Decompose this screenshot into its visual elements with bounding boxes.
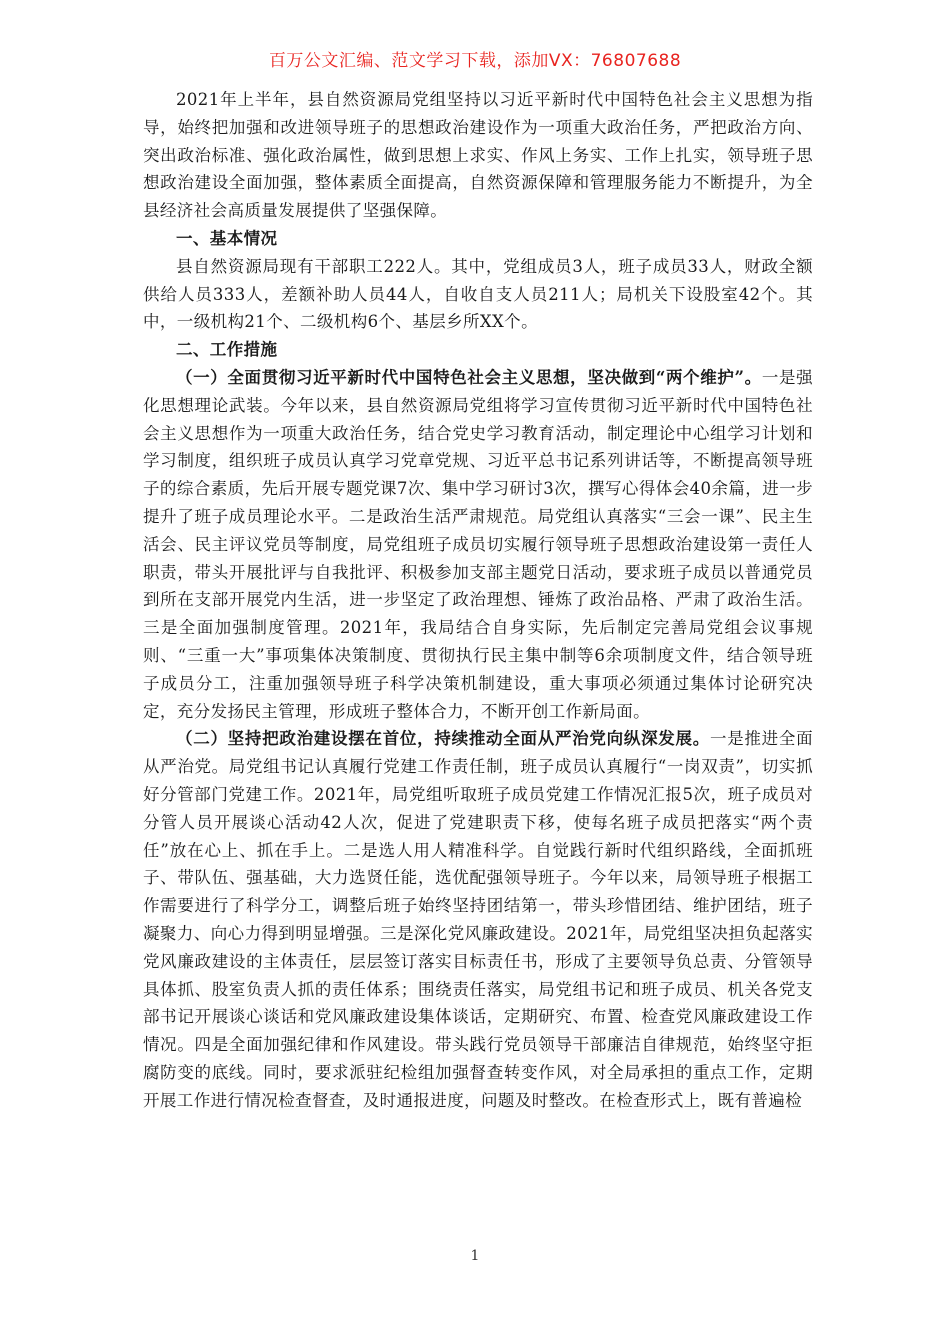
measure-1-text: 一是强化思想理论武装。今年以来，县自然资源局党组将学习宣传贯彻习近平新时代中国特色社会主义思想作为一项重大政治任务，结合党史学习教育活动，制定理论中心组学习计划和学习制度，组织班子成员认真学习党章党规、习近平总书记系列讲话等，不断提高领导班子的综合素质，先后开展专题党课7次、集中学习研讨3次，撰写心得体会40余篇，进一步提升了班子成员理论水平。二是政治生活严肃规范。局党组认真落实“三会一课”、民主生活会、民主评议党员等制度，局党组班子成员切实履行领导班子思想政治建设第一责任人职责，带头开展批评与自我批评、积极参加支部主题党日活动，要求班子成员以普通党员到所在支部开展党内生活，进一步坚定了政治理想、锤炼了政治品格、严肃了政治生活。三是全面加强制度管理。2021年，我局结合自身实际，先后制定完善局党组会议事规则、“三重一大”事项集体决策制度、贯彻执行民主集中制等6余项制度文件，结合领导班子成员分工，注重加强领导班子科学决策机制建设，重大事项必须通过集体讨论研究决定，充分发扬民主管理，形成班子整体合力，不断开创工作新局面。 (143, 367, 814, 721)
measure-1-paragraph (143, 364, 813, 725)
document-body (143, 86, 813, 1114)
basic-situation-paragraph: 县自然资源局现有干部职工222人。其中，党组成员3人，班子成员33人，财政全额供给人员333人，差额补助人员44人，自收自支人员211人；局机关下设股室42个。其中，一级机构21个、二级机构6个、基层乡所XX个。 (143, 256, 813, 332)
section-heading-basic-situation: 一、基本情况 (176, 228, 278, 248)
measure-2-heading: （二）坚持把政治建设摆在首位，持续推动全面从严治党向纵深发展。 (176, 729, 710, 749)
measure-2-paragraph (143, 725, 813, 1114)
promo-header: 百万公文汇编、范文学习下载，添加VX：76807688 (268, 51, 682, 71)
intro-paragraph: 2021年上半年，县自然资源局党组坚持以习近平新时代中国特色社会主义思想为指导，始终把加强和改进领导班子的思想政治建设作为一项重大政治任务，严把政治方向、突出政治标准、强化政治属性，做到思想上求实、作风上务实、工作上扎实，领导班子思想政治建设全面加强，整体素质全面提高，自然资源保障和管理服务能力不断提升，为全县经济社会高质量发展提供了坚强保障。 (143, 90, 813, 221)
section-heading-work-measures: 二、工作措施 (176, 340, 278, 360)
page-number: 1 (470, 1248, 480, 1264)
measure-2-text: 一是推进全面从严治党。局党组书记认真履行党建工作责任制，班子成员认真履行“一岗双责”，切实抓好分管部门党建工作。2021年，局党组听取班子成员党建工作情况汇报5次，班子成员对分管人员开展谈心活动42人次，促进了党建职责下移，使每名班子成员把落实“两个责任”放在心上、抓在手上。二是选人用人精准科学。自觉践行新时代组织路线，全面抓班子、带队伍、强基础，大力选贤任能，选优配强领导班子。今年以来，局领导班子根据工作需要进行了科学分工，调整后班子始终坚持团结第一，带头珍惜团结、维护团结，班子凝聚力、向心力得到明显增强。三是深化党风廉政建设。2021年，局党组坚决担负起落实党风廉政建设的主体责任，层层签订落实目标责任书，形成了主要领导负总责、分管领导具体抓、股室负责人抓的责任体系；围绕责任落实，局党组书记和班子成员、机关各党支部书记开展谈心谈话和党风廉政建设集体谈话，定期研究、布置、检查党风廉政建设工作情况。四是全面加强纪律和作风建设。带头践行党员领导干部廉洁自律规范，始终坚守拒腐防变的底线。同时，要求派驻纪检组加强督查转变作风，对全局承担的重点工作，定期开展工作进行情况检查督查，及时通报进度，问题及时整改。在检查形式上，既有普遍检 (143, 729, 813, 1110)
measure-1-heading: （一）全面贯彻习近平新时代中国特色社会主义思想，坚决做到“两个维护”。 (176, 367, 762, 387)
